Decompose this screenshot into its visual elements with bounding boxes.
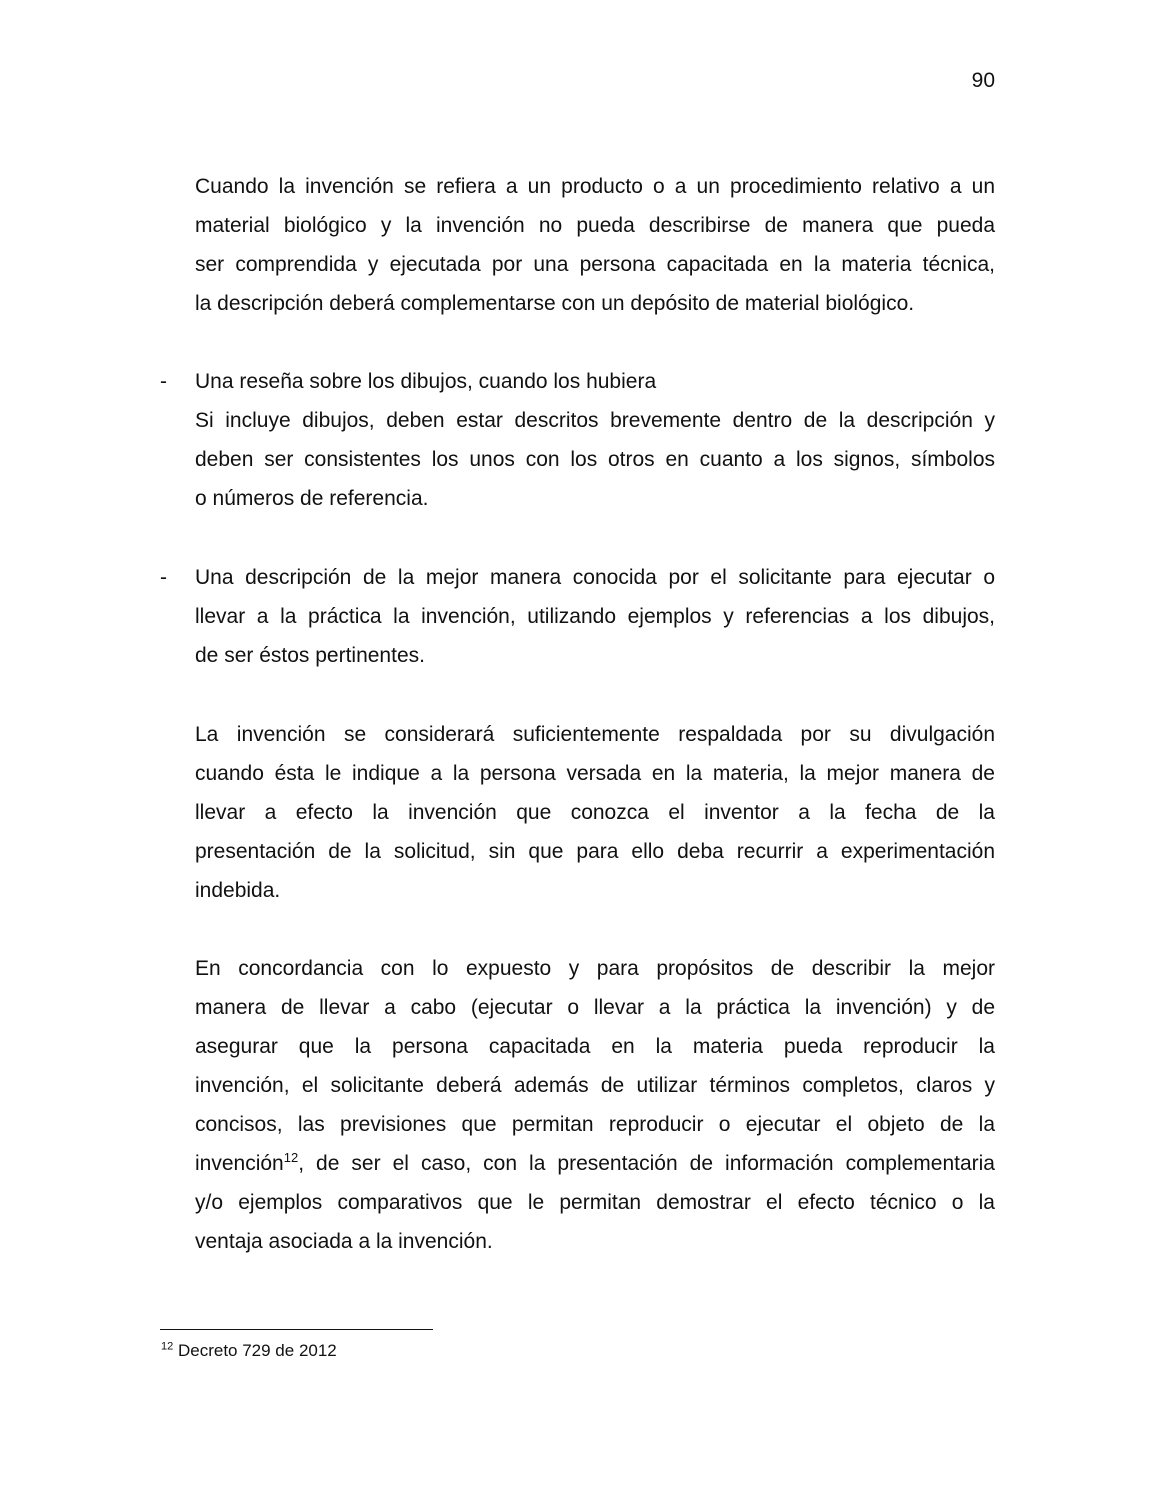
- text-line: Si incluye dibujos, deben estar descritos brevemente dentro de la descripción y: [195, 409, 995, 432]
- text-line: presentación de la solicitud, sin que para ello deba recurrir a experimentación: [195, 840, 995, 863]
- text-line: ventaja asociada a la invención.: [195, 1230, 493, 1253]
- text-line: la descripción deberá complementarse con un depósito de material biológico.: [195, 292, 915, 315]
- text-fragment: invención: [195, 1152, 284, 1175]
- text-line: concisos, las previsiones que permitan reproducir o ejecutar el objeto de la: [195, 1113, 995, 1136]
- text-line: de ser éstos pertinentes.: [195, 644, 425, 667]
- footnote-text: Decreto 729 de 2012: [173, 1341, 337, 1360]
- text-line: manera de llevar a cabo (ejecutar o llevar a la práctica la invención) y de: [195, 996, 995, 1019]
- text-line: o números de referencia.: [195, 487, 429, 510]
- bullet-heading: Una reseña sobre los dibujos, cuando los hubiera: [195, 370, 657, 393]
- text-line: material biológico y la invención no pueda describirse de manera que pueda: [195, 214, 995, 237]
- text-fragment: , de ser el caso, con la presentación de información complementaria: [298, 1152, 995, 1175]
- footnote-number: 12: [161, 1340, 174, 1353]
- text-line: llevar a la práctica la invención, utilizando ejemplos y referencias a los dibujos,: [195, 605, 995, 628]
- text-line: ser comprendida y ejecutada por una persona capacitada en la materia técnica,: [195, 253, 995, 276]
- page-number: 90: [971, 69, 995, 92]
- paragraph-concordance: [195, 949, 995, 1261]
- text-line: y/o ejemplos comparativos que le permitan demostrar el efecto técnico o la: [195, 1191, 995, 1214]
- text-line-with-footnote: [195, 1144, 995, 1183]
- bullet-drawings: [195, 362, 995, 518]
- text-line: Cuando la invención se refiera a un producto o a un procedimiento relativo a un: [195, 175, 995, 198]
- text-line: asegurar que la persona capacitada en la materia pueda reproducir la: [195, 1035, 995, 1058]
- paragraph-sufficient-disclosure: [195, 715, 995, 910]
- text-line: llevar a efecto la invención que conozca el inventor a la fecha de la: [195, 801, 995, 824]
- bullet-best-mode: [195, 558, 995, 675]
- text-line: indebida.: [195, 879, 281, 902]
- bullet-dash: -: [160, 566, 167, 589]
- footnote-separator: [160, 1329, 433, 1330]
- bullet-dash: -: [160, 370, 167, 393]
- text-line: En concordancia con lo expuesto y para propósitos de describir la mejor: [195, 957, 995, 980]
- text-line: cuando ésta le indique a la persona versada en la materia, la mejor manera de: [195, 762, 995, 785]
- footnote-reference[interactable]: 12: [283, 1150, 299, 1165]
- text-line: invención, el solicitante deberá además de utilizar términos completos, claros y: [195, 1074, 995, 1097]
- text-line: deben ser consistentes los unos con los otros en cuanto a los signos, símbolos: [195, 448, 995, 471]
- text-line: La invención se considerará suficientemente respaldada por su divulgación: [195, 723, 995, 746]
- footnote: [161, 1340, 337, 1362]
- text-line: Una descripción de la mejor manera conocida por el solicitante para ejecutar o: [195, 566, 995, 589]
- paragraph-biological-material: [195, 167, 995, 323]
